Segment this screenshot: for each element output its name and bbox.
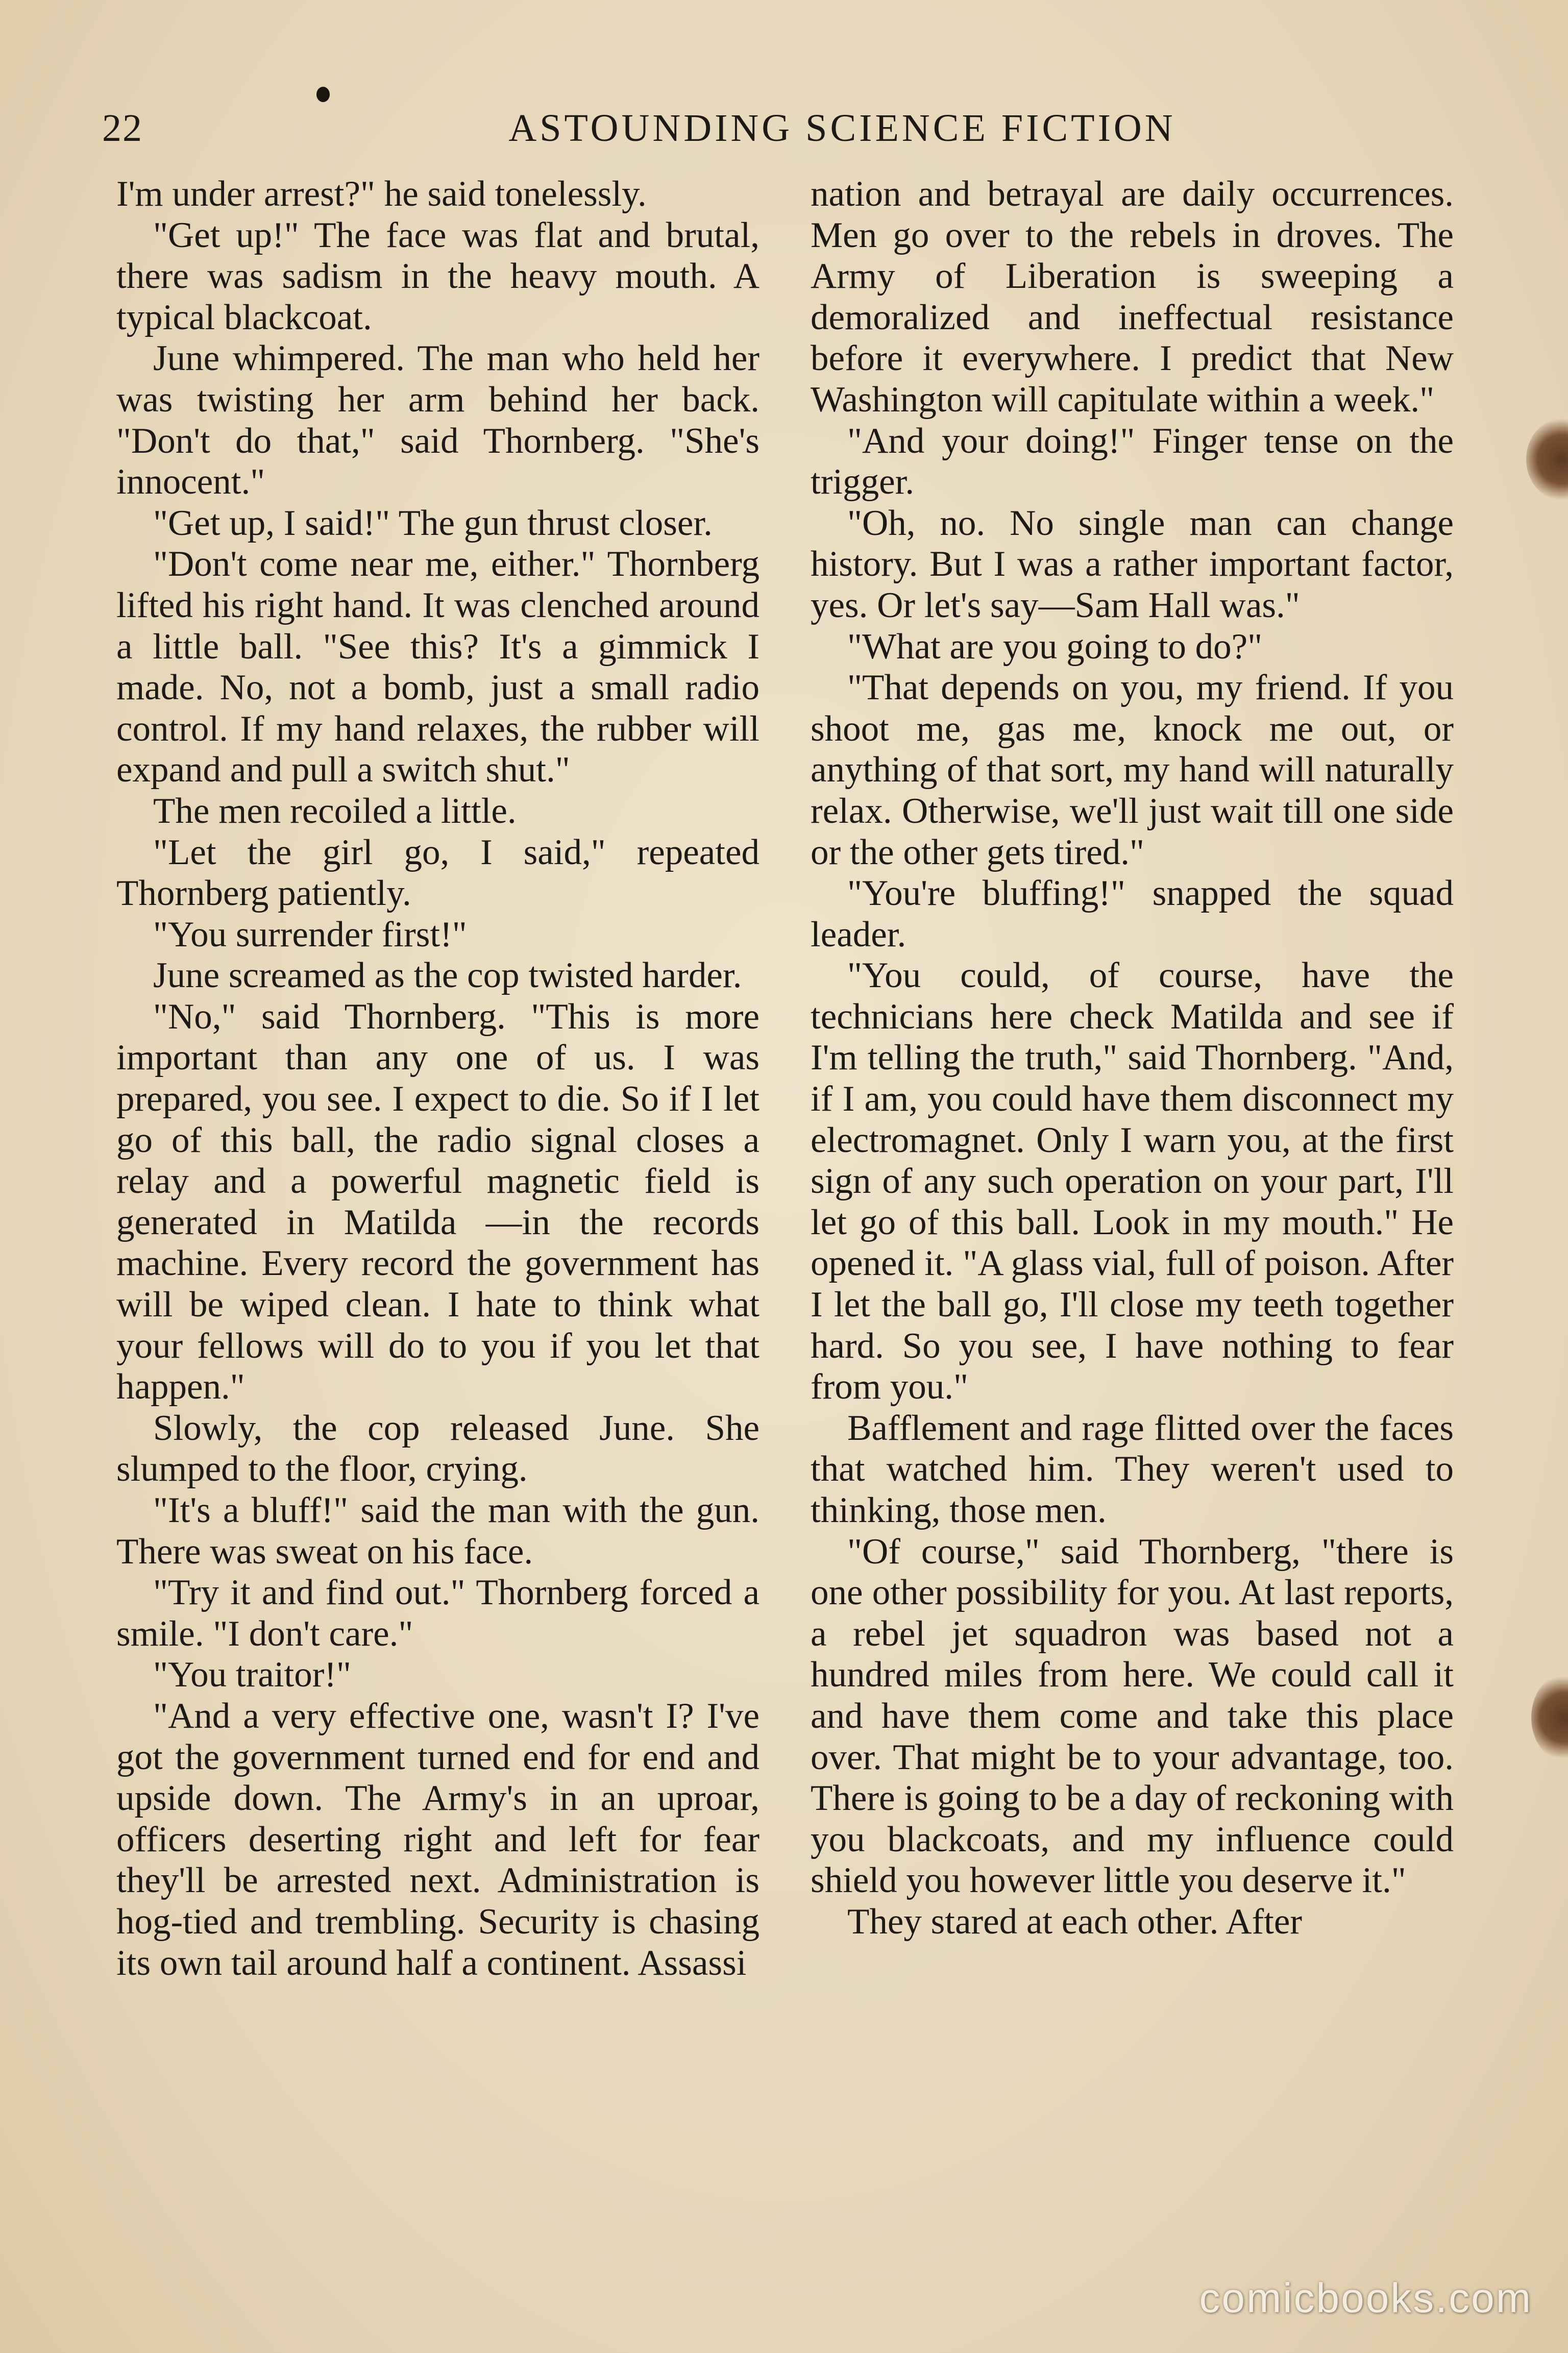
paragraph: "Of course," said Thornberg, "there is one other possibility for you. At last reports, a rebel jet squadron was based not a hundred miles from here. We could call it and have them come and take this place over. That might be to your advantage, too. There is going to be a day of reckoning with you blackcoats, and my influence could shield you however little you deserve it." (811, 1531, 1454, 1901)
paragraph: I'm under arrest?" he said tonelessly. (116, 174, 647, 214)
paragraph: The men recoiled a little. (153, 791, 517, 831)
right-text-column (811, 174, 1454, 1943)
paragraph: "Try it and find out." Thornberg forced a smile. "I don't care." (116, 1573, 760, 1654)
paragraph: Bafflement and rage flitted over the faces that watched him. They weren't used to thinking, those men. (811, 1408, 1454, 1530)
paragraph: "Get up!" The face was flat and brutal, there was sadism in the heavy mouth. A typical blackcoat. (116, 215, 760, 337)
paragraph: "You could, of course, have the technicians here check Matilda and see if I'm telling the truth," said Thornberg. "And, if I am, you could have them disconnect my electromagnet. Only I warn you, at the first sign of any such operation on your part, I'll let go of this ball. Look in my mouth." He opened it. "A glass vial, full of poison. After I let the ball go, I'll close my teeth together hard. So you see, I have nothing to fear from you." (811, 955, 1454, 1407)
page-number: 22 (102, 107, 143, 150)
paragraph: "You traitor!" (153, 1655, 352, 1695)
watermark: comicbooks.com (1199, 2275, 1532, 2321)
paragraph: nation and betrayal are daily occurrences. Men go over to the rebels in droves. The Army of Liberation is sweeping a demoralized and ineffectual resistance before it everywhere. I predict that New Washington will capitulate within a week." (811, 174, 1454, 420)
paragraph: "And a very effective one, wasn't I? I've got the government turned end for end and upside down. The Army's in an uproar, officers deserting right and left for fear they'll be arrested next. Administration is hog-tied and trembling. Security is chasing its own tail around half a continent. Assassi (116, 1696, 760, 1983)
left-text-column (116, 174, 760, 1983)
paragraph: "Let the girl go, I said," repeated Thornberg patiently. (116, 832, 760, 914)
magazine-title: ASTOUNDING SCIENCE FICTION (508, 107, 1176, 150)
paragraph: June screamed as the cop twisted harder. (153, 955, 742, 996)
paragraph: "It's a bluff!" said the man with the gun. There was sweat on his face. (116, 1490, 760, 1572)
paragraph: "Oh, no. No single man can change history. But I was a rather important factor, yes. Or let's say—Sam Hall was." (811, 503, 1454, 625)
paragraph: "What are you going to do?" (847, 626, 1263, 667)
paragraph: Slowly, the cop released June. She slumped to the floor, crying. (116, 1408, 760, 1489)
paragraph: They stared at each other. After (847, 1901, 1303, 1942)
paragraph: "Don't come near me, either." Thornberg lifted his right hand. It was clenched around a little ball. "See this? It's a gimmick I made. No, not a bomb, just a small radio control. If my hand relaxes, the rubber will expand and pull a switch shut." (116, 544, 760, 790)
paragraph: "That depends on you, my friend. If you shoot me, gas me, knock me out, or anything of that sort, my hand will naturally relax. Otherwise, we'll just wait till one side or the other gets tired." (811, 668, 1454, 872)
paragraph: "No," said Thornberg. "This is more important than any one of us. I was prepared, you see. I expect to die. So if I let go of this ball, the radio signal closes a relay and a powerful magnetic field is generated in Matilda —in the records machine. Every record the government has will be wiped clean. I hate to think what your fellows will do to you if you let that happen." (116, 996, 760, 1407)
paragraph: "You're bluffing!" snapped the squad leader. (811, 873, 1454, 954)
paragraph: "Get up, I said!" The gun thrust closer. (153, 503, 713, 543)
paragraph: "You surrender first!" (153, 914, 467, 954)
paragraph: June whimpered. The man who held her was twisting her arm behind her back. "Don't do that," said Thornberg. "She's innocent." (116, 338, 760, 502)
running-header (102, 100, 1470, 156)
paragraph: "And your doing!" Finger tense on the trigger. (811, 421, 1454, 502)
